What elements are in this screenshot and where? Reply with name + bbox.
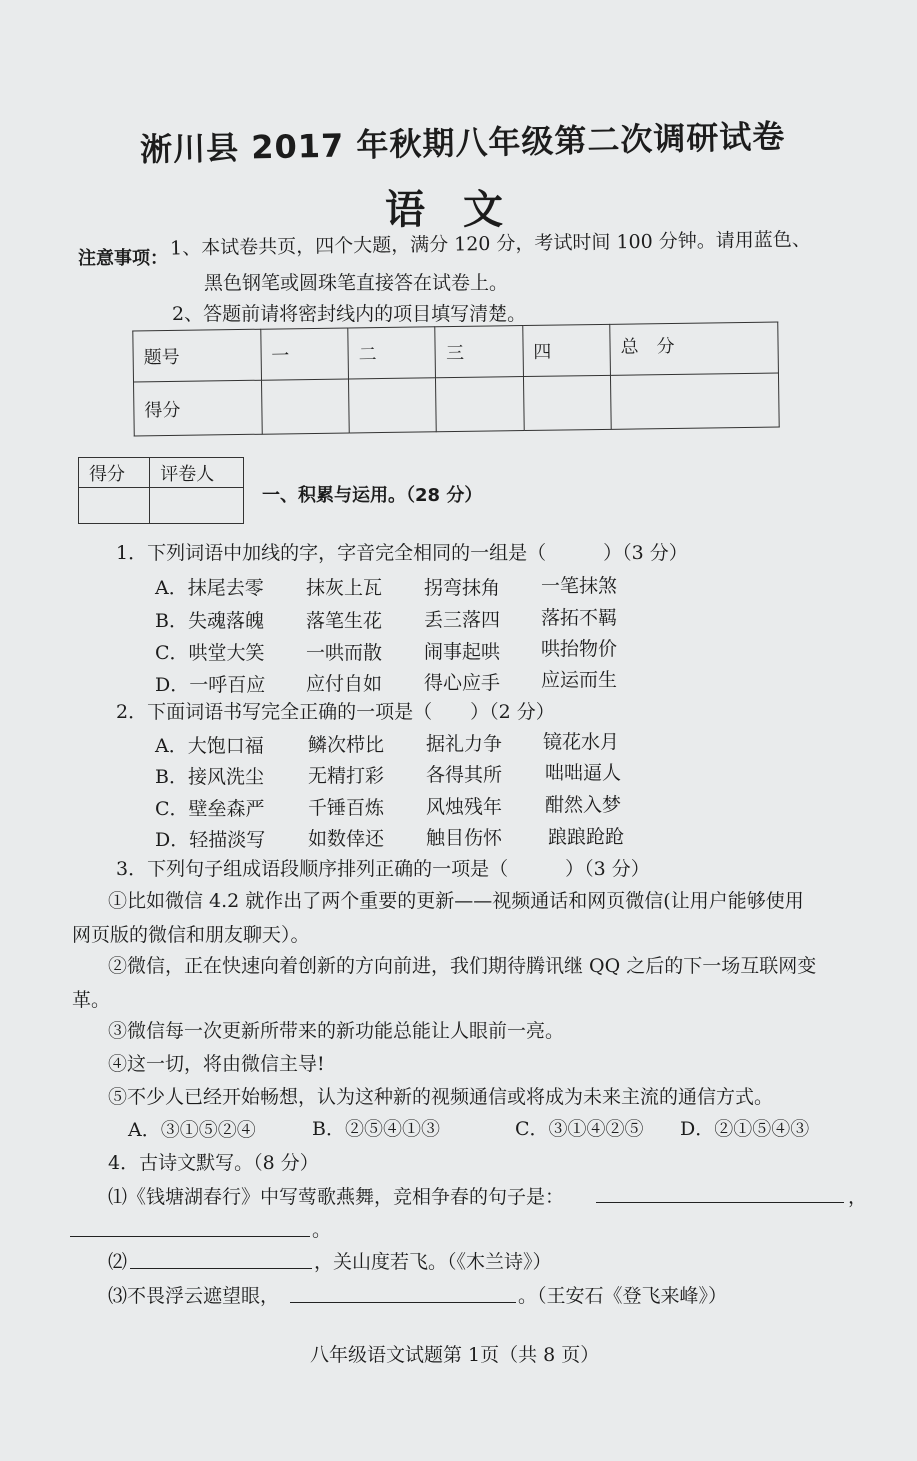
q2-option-d-word3: 触目伤怀 bbox=[426, 827, 503, 849]
q3-sentence-4: ④这一切，将由微信主导! bbox=[108, 1053, 325, 1075]
score-table-header-cell: 四 bbox=[522, 324, 610, 377]
notice-line1: 1、本试卷共页，四个大题，满分 120 分，考试时间 100 分钟。请用蓝色、 bbox=[169, 228, 811, 260]
q1-stem: 1．下列词语中加线的字，字音完全相同的一组是（ ）（3 分） bbox=[116, 542, 688, 564]
q1-option-d-word1: D．一呼百应 bbox=[155, 674, 266, 696]
score-table-row-label: 得分 bbox=[134, 381, 262, 436]
q3-choice-a: A．③①⑤②④ bbox=[128, 1119, 256, 1141]
q2-option-b-word4: 咄咄逼人 bbox=[545, 762, 622, 784]
score-table-header-cell: 一 bbox=[260, 328, 348, 381]
score-table bbox=[132, 321, 779, 436]
q1-option-b-word4: 落拓不羁 bbox=[541, 607, 618, 629]
score-table-header-cell: 二 bbox=[348, 327, 436, 380]
score-cell[interactable] bbox=[611, 373, 780, 429]
page-footer: 八年级语文试题第 1页（共 8 页） bbox=[310, 1344, 600, 1366]
q1-option-a-word1: A．抹尾去零 bbox=[155, 577, 264, 599]
q3-choice-c: C．③①④②⑤ bbox=[515, 1118, 644, 1140]
q1-option-d-word3: 得心应手 bbox=[424, 672, 501, 694]
q4-part1: ⑴《钱塘湖春行》中写莺歌燕舞，竞相争春的句子是： bbox=[108, 1186, 565, 1208]
q3-choice-d: D．②①⑤④③ bbox=[680, 1118, 810, 1140]
grader-reviewer-cell[interactable] bbox=[150, 488, 244, 524]
score-cell[interactable] bbox=[261, 379, 349, 434]
notice-line1b: 黑色钢笔或圆珠笔直接答在试卷上。 bbox=[204, 272, 509, 294]
q4-part1-blank-a[interactable] bbox=[596, 1184, 844, 1203]
grader-table bbox=[78, 457, 244, 524]
q4-part1-blank-b[interactable] bbox=[70, 1218, 310, 1237]
q2-option-b-word3: 各得其所 bbox=[426, 764, 503, 786]
score-cell[interactable] bbox=[348, 378, 436, 433]
q2-option-a-word3: 据礼力争 bbox=[426, 733, 503, 755]
q1-option-c-word2: 一哄而散 bbox=[306, 642, 383, 664]
q1-option-a-word3: 拐弯抹角 bbox=[424, 577, 501, 599]
grader-header-reviewer: 评卷人 bbox=[150, 458, 244, 488]
q4-part1-end: 。 bbox=[312, 1219, 332, 1241]
q2-option-b-word2: 无精打彩 bbox=[308, 765, 385, 787]
score-table-header-cell: 三 bbox=[435, 326, 523, 379]
q4-stem: 4．古诗文默写。（8 分） bbox=[108, 1152, 319, 1174]
q3-choice-b: B．②⑤④①③ bbox=[312, 1118, 440, 1140]
q1-option-b-word1: B．失魂落魄 bbox=[155, 610, 264, 632]
q1-option-c-word4: 哄抬物价 bbox=[541, 638, 618, 660]
q2-stem: 2．下面词语书写完全正确的一项是（ ）（2 分） bbox=[116, 701, 555, 723]
q1-option-d-word4: 应运而生 bbox=[541, 669, 618, 691]
q3-sentence-2a: ②微信，正在快速向着创新的方向前进，我们期待腾讯继 QQ 之后的下一场互联网变 bbox=[108, 955, 817, 977]
q2-option-c-word4: 酣然入梦 bbox=[545, 794, 622, 816]
q2-option-c-word3: 风烛残年 bbox=[426, 796, 503, 818]
score-cell[interactable] bbox=[436, 377, 524, 432]
q1-option-d-word2: 应付自如 bbox=[306, 673, 383, 695]
q4-part1-comma: ， bbox=[848, 1186, 868, 1208]
q2-option-a-word1: A．大饱口福 bbox=[155, 735, 264, 757]
q1-option-c-word3: 闹事起哄 bbox=[424, 641, 501, 663]
q3-stem: 3．下列句子组成语段顺序排列正确的一项是（ ）（3 分） bbox=[116, 858, 650, 880]
q2-option-a-word2: 鳞次栉比 bbox=[308, 734, 385, 756]
q3-sentence-1a: ①比如微信 4.2 就作出了两个重要的更新——视频通话和网页微信(让用户能够使用 bbox=[108, 890, 804, 912]
q1-option-c-word1: C．哄堂大笑 bbox=[155, 642, 265, 664]
q4-part2-text: ，关山度若飞。（《木兰诗》） bbox=[314, 1251, 552, 1273]
score-table-header-cell: 总 分 bbox=[610, 322, 779, 376]
grader-score-cell[interactable] bbox=[79, 488, 150, 524]
score-cell[interactable] bbox=[523, 376, 611, 431]
q3-sentence-2b: 革。 bbox=[72, 989, 111, 1011]
q1-option-a-word4: 一笔抹煞 bbox=[541, 575, 618, 597]
q2-option-d-word2: 如数倖还 bbox=[308, 828, 385, 850]
section1-title: 一、积累与运用。（28 分） bbox=[262, 485, 483, 506]
q4-part2-label: ⑵ bbox=[108, 1251, 128, 1273]
q4-part3-blank[interactable] bbox=[290, 1284, 516, 1303]
q3-sentence-3: ③微信每一次更新所带来的新功能总能让人眼前一亮。 bbox=[108, 1020, 565, 1042]
q3-sentence-5: ⑤不少人已经开始畅想，认为这种新的视频通信或将成为未来主流的通信方式。 bbox=[108, 1086, 774, 1108]
subject-title: 语文 bbox=[385, 187, 541, 233]
q4-part2-blank[interactable] bbox=[130, 1250, 312, 1269]
q4-part3-text: ⑶不畏浮云遮望眼， bbox=[108, 1285, 280, 1307]
q2-option-a-word4: 镜花水月 bbox=[543, 731, 620, 753]
exam-title: 淅川县 2017 年秋期八年级第二次调研试卷 bbox=[139, 117, 786, 169]
q2-option-d-word1: D．轻描淡写 bbox=[155, 829, 266, 851]
q1-option-a-word2: 抹灰上瓦 bbox=[306, 577, 383, 599]
q3-sentence-1b: 网页版的微信和朋友聊天）。 bbox=[72, 924, 310, 946]
score-table-header-cell: 题号 bbox=[133, 329, 261, 382]
notice-label: 注意事项： bbox=[78, 248, 168, 269]
q2-option-c-word2: 千锤百炼 bbox=[308, 797, 385, 819]
q2-option-c-word1: C．壁垒森严 bbox=[155, 798, 265, 820]
q4-part3-end: 。（王安石《登飞来峰》） bbox=[518, 1285, 728, 1307]
q1-option-b-word2: 落笔生花 bbox=[306, 610, 383, 632]
q1-option-b-word3: 丢三落四 bbox=[424, 609, 501, 631]
q2-option-d-word4: 踉踉跄跄 bbox=[548, 826, 625, 848]
q2-option-b-word1: B．接风洗尘 bbox=[155, 766, 264, 788]
grader-header-score: 得分 bbox=[79, 458, 150, 488]
notice-line2: 2、答题前请将密封线内的项目填写清楚。 bbox=[172, 303, 527, 325]
